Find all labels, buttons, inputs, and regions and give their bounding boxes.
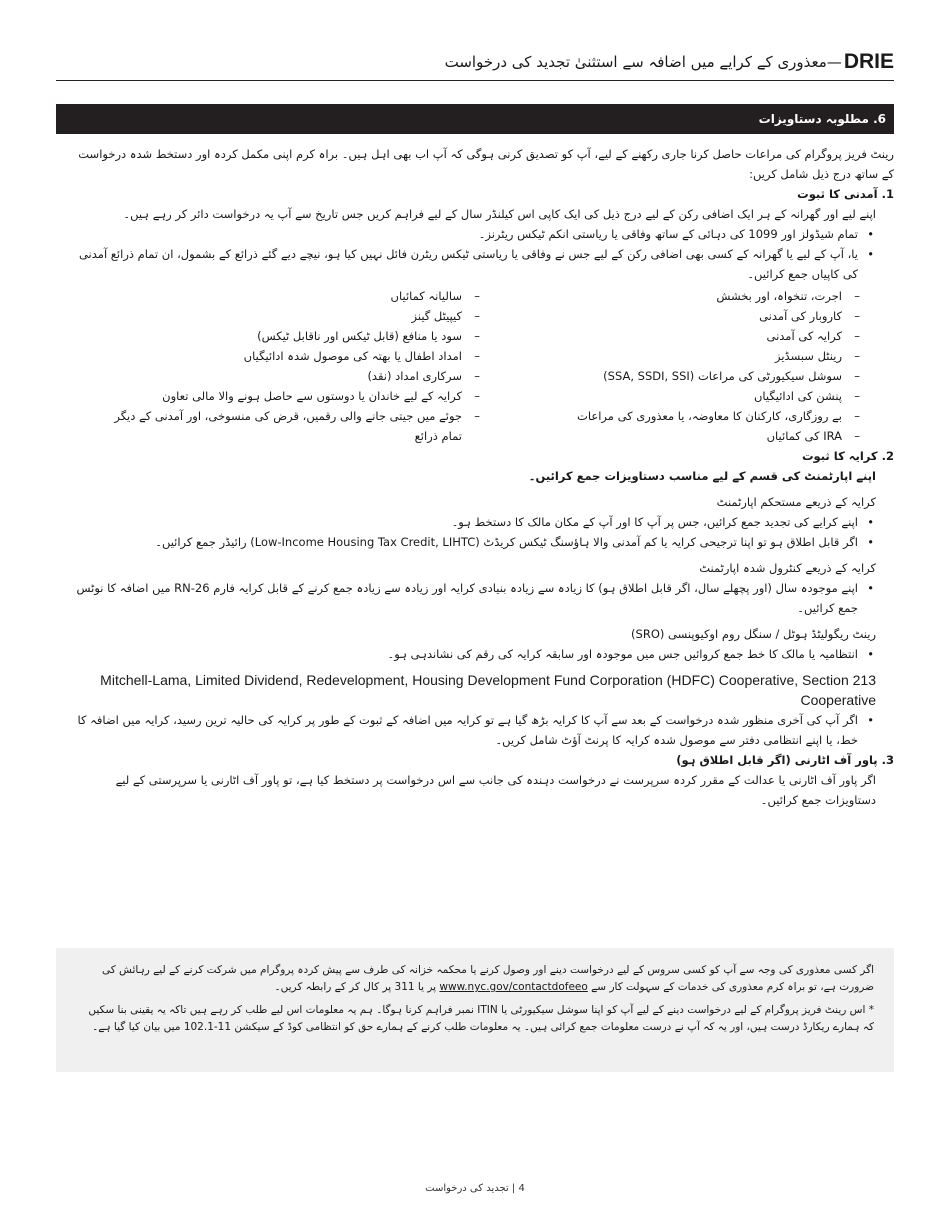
rent-bullet: • اپنے موجودہ سال (اور پچھلے سال، اگر قابل اطلاق ہو) کا زیادہ سے زیادہ بنیادی کرایہ اور زیادہ سے زیادہ جمع کرنے کے قابل کرایہ فارم RN-26 میں اضافہ کا نوٹس جمع کرائیں۔ [66,578,858,618]
page-header [56,44,894,81]
rent-sro-title: رینٹ ریگولیٹڈ ہوٹل / سنگل روم اوکیوپنسی (SRO) [631,627,876,641]
footer-separator: | [508,1183,516,1194]
income-source-item: – بے روزگاری، کارکنان کا معاوضہ، یا معذوری کی مراعات [480,406,842,426]
accessibility-note [76,962,874,996]
rent-subheading: اپنے اپارٹمنٹ کی قسم کے لیے مناسب دستاویزات جمع کرائیں۔ [528,469,876,483]
income-source-item: – سوشل سیکیورٹی کی مراعات (SSA, SSDI, SSI) [480,366,842,386]
intro-paragraph: رینٹ فریز پروگرام کی مراعات حاصل کرنا جاری رکھنے کے لیے، آپ کو تصدیق کرنی ہوگی کہ آپ اب بھی اہل ہیں۔ براہ کرم اپنی مکمل کردہ اور دستخط شدہ درخواست کے ساتھ درج ذیل شامل کریں: [78,147,894,181]
income-source-item: – پنشن کی ادائیگیاں [480,386,842,406]
rent-controlled-bullets [66,578,894,618]
income-description: اپنے لیے اور گھرانہ کے ہر ایک اضافی رکن کے لیے درج ذیل کی ایک کاپی اس کیلنڈر سال کے لیے فراہم کریں جس تاریخ سے آپ یہ درخواست دائر کر رہے ہیں۔ [123,207,876,221]
income-source-item: – کرایہ کی آمدنی [480,326,842,346]
income-heading: 1. آمدنی کا ثبوت [797,187,894,201]
rent-stabilized-bullets [66,512,894,552]
header-brand: DRIE [843,50,894,73]
income-source-item: – رینٹل سبسڈیز [480,346,842,366]
income-source-item: – کاروبار کی آمدنی [480,306,842,326]
section-title-bar [56,104,894,134]
income-source-item: – کیپیٹل گینز [100,306,462,326]
income-source-item: – سرکاری امداد (نقد) [100,366,462,386]
income-sources-right [480,286,860,446]
section-content [66,144,894,810]
income-source-item: – اجرت، تنخواہ، اور بخشش [480,286,842,306]
privacy-note: * اس رینٹ فریز پروگرام کے لیے درخواست دینے کے لیے آپ کو اپنا سوشل سیکیورٹی یا ITIN نمبر فراہم کرنا ہوگا۔ ہم یہ معلومات اس لیے طلب کر رہے ہیں تاکہ یہ یقینی بنا سکیں کہ ہمارے ریکارڈ درست ہیں، اور یہ کہ آپ نے درست معلومات جمع کرائی ہیں۔ یہ معلومات طلب کرنے کے ہمارے حق کو انتظامی کوڈ کے سیکشن 11-102.1 میں بیان کیا گیا ہے۔ [88,1004,874,1033]
rent-bullet: • انتظامیہ یا مالک کا خط جمع کروائیں جس میں موجودہ اور سابقہ کرایہ کی رقم کی نشاندہی ہو۔ [66,644,858,664]
income-bullet: • تمام شیڈولز اور 1099 کی دہائی کے ساتھ وفاقی یا ریاستی انکم ٹیکس ریٹرنز۔ [66,224,858,244]
income-sources-columns [66,286,894,446]
rent-coop-bullets [66,710,894,750]
page-footer [0,1183,950,1194]
income-source-item: – امداد اطفال یا بھتہ کی موصول شدہ ادائیگیاں [100,346,462,366]
income-sources-left [100,286,480,446]
page-number: 4 [518,1183,525,1194]
accessibility-text-end: پر یا 311 پر کال کر کے رابطہ کریں۔ [274,981,437,993]
info-box [56,948,894,1072]
header-title: —معذوری کے کرایے میں اضافہ سے استثنیٰ تجدید کی درخواست [444,53,842,71]
poa-text: اگر پاور آف اٹارنی یا عدالت کے مقرر کردہ سرپرست نے درخواست دہندہ کی جانب سے اس درخواست پر دستخط کیا ہے، تو پاور آف اٹارنی یا سرپرستی کے لیے دستاویزات جمع کرائیں۔ [115,773,876,807]
rent-bullet: • اگر قابل اطلاق ہو تو اپنا ترجیحی کرایہ یا کم آمدنی والا ہاؤسنگ ٹیکس کریڈٹ (Low-Income Housing Tax Credit, LIHTC) رائیڈر جمع کرائیں۔ [66,532,858,552]
rent-sro-bullets [66,644,894,664]
income-source-item: – سالیانہ کمائیاں [100,286,462,306]
rent-bullet: • اگر آپ کی آخری منظور شدہ درخواست کے بعد سے آپ کا کرایہ بڑھ گیا ہے تو کرایہ میں اضافہ کے ثبوت کے طور پر کرایہ کی حالیہ ترین رسید، کرایہ میں اضافہ کا خط، یا اپنے انتظامی دفتر سے موصول شدہ کرایہ کا پرنٹ آؤٹ شامل کریں۔ [66,710,858,750]
rent-controlled-title: کرایہ کے ذریعے کنٹرول شدہ اپارٹمنٹ [699,561,876,575]
rent-heading: 2. کرایہ کا ثبوت [801,449,894,463]
income-source-item: – IRA کی کمائیاں [480,426,842,446]
rent-stabilized-title: کرایہ کے ذریعے مستحکم اپارٹمنٹ [716,495,876,509]
income-source-item: – کرایہ کے لیے خاندان یا دوستوں سے حاصل ہونے والا مالی تعاون [100,386,462,406]
contact-link[interactable]: www.nyc.gov/contactdofeeo [439,981,588,993]
rent-coop-title: Mitchell-Lama, Limited Dividend, Redevelopment, Housing Development Fund Corporation (HDFC) Cooperative, Section 213 Cooperative [100,672,876,708]
accessibility-text: اگر کسی معذوری کی وجہ سے آپ کو کسی سروس کے لیے درخواست دینے اور وصول کرنے یا محکمہ خزانہ کی طرف سے پیش کردہ پروگرام میں شرکت کرنے کے لیے رہائش کی ضرورت ہے، تو براہ کرم معذوری کی خدمات کے سہولت کار سے [101,964,874,993]
income-bullet: • یا، آپ کے لیے یا گھرانہ کے کسی بھی اضافی رکن کے لیے جس نے وفاقی یا ریاستی ٹیکس ریٹرن فائل نہیں کیا ہو، نیچے دیے گئے ذرائع کے بشمول، ان تمام ذرائع آمدنی کی کاپیاں جمع کرائیں۔ [66,244,858,284]
income-source-item: – جوئے میں جیتی جانے والی رقمیں، قرض کی منسوخی، اور آمدنی کے دیگر تمام ذرائع [100,406,462,446]
income-bullets [66,224,894,284]
rent-bullet: • اپنے کرایے کی تجدید جمع کرائیں، جس پر آپ کا اور آپ کے مکان مالک کا دستخط ہو۔ [66,512,858,532]
footer-label: تجدید کی درخواست [425,1183,509,1194]
section-title: 6. مطلوبہ دستاویزات [758,112,886,126]
income-source-item: – سود یا منافع (قابل ٹیکس اور ناقابل ٹیکس) [100,326,462,346]
poa-heading: 3. پاور آف اٹارنی (اگر قابل اطلاق ہو) [676,753,894,767]
